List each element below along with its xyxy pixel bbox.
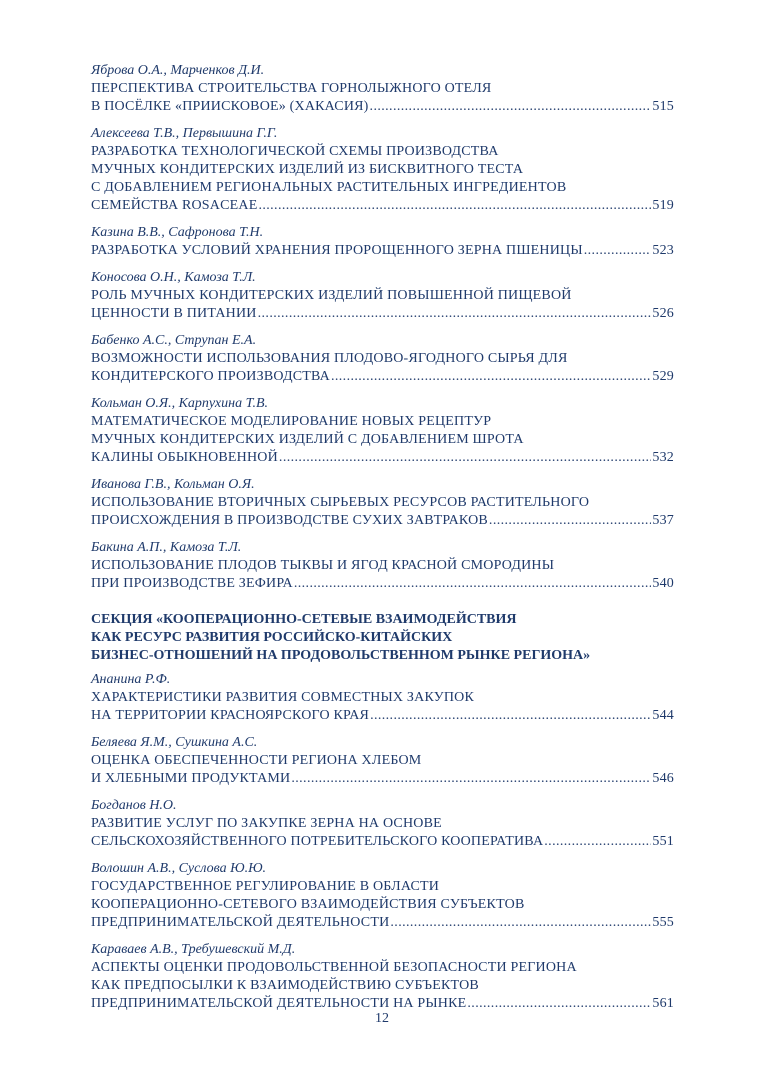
dot-leader — [489, 512, 651, 530]
entry-title-line: ИСПОЛЬЗОВАНИЕ ВТОРИЧНЫХ СЫРЬЕВЫХ РЕСУРСОВ РАСТИТЕЛЬНОГО — [91, 495, 590, 510]
dot-leader — [390, 914, 651, 932]
entry-page-number: 523 — [652, 243, 674, 258]
toc-entry[interactable] — [91, 797, 674, 851]
dot-leader — [370, 98, 652, 116]
toc-entry[interactable] — [91, 671, 674, 725]
toc-entry[interactable] — [91, 62, 674, 116]
entry-title-line: РАЗРАБОТКА ТЕХНОЛОГИЧЕСКОЙ СХЕМЫ ПРОИЗВОДСТВА — [91, 144, 499, 159]
entry-title-last-line — [91, 368, 674, 386]
entry-title-line: ГОСУДАРСТВЕННОЕ РЕГУЛИРОВАНИЕ В ОБЛАСТИ — [91, 879, 440, 894]
entry-title-line: ВОЗМОЖНОСТИ ИСПОЛЬЗОВАНИЯ ПЛОДОВО-ЯГОДНОГО СЫРЬЯ ДЛЯ — [91, 351, 568, 366]
entry-page-number: 544 — [652, 708, 674, 723]
entry-title-last-line — [91, 707, 674, 725]
entry-title-line: ОЦЕНКА ОБЕСПЕЧЕННОСТИ РЕГИОНА ХЛЕБОМ — [91, 753, 422, 768]
entry-page-number: 529 — [652, 369, 674, 384]
entry-authors: Коносова О.Н., Камоза Т.Л. — [91, 270, 256, 285]
section-heading-line: БИЗНЕС-ОТНОШЕНИЙ НА ПРОДОВОЛЬСТВЕННОМ РЫНКЕ РЕГИОНА» — [91, 648, 591, 663]
entry-title-last-line — [91, 512, 674, 530]
dot-leader — [544, 833, 651, 851]
entry-title-line: В ПОСЁЛКЕ «ПРИИСКОВОЕ» (ХАКАСИЯ) — [91, 99, 369, 114]
entry-title-last-line — [91, 770, 674, 788]
toc-entry[interactable] — [91, 476, 674, 530]
entry-title-line: СЕМЕЙСТВА ROSACEAE — [91, 198, 258, 213]
toc-entry[interactable] — [91, 269, 674, 323]
entry-title-line: ЦЕННОСТИ В ПИТАНИИ — [91, 306, 257, 321]
entry-page-number: 546 — [652, 771, 674, 786]
entry-title-line: ПРОИСХОЖДЕНИЯ В ПРОИЗВОДСТВЕ СУХИХ ЗАВТРАКОВ — [91, 513, 488, 528]
entry-title-last-line — [91, 305, 674, 323]
entry-authors: Бабенко А.С., Струпан Е.А. — [91, 333, 257, 348]
entry-title-line: МУЧНЫХ КОНДИТЕРСКИХ ИЗДЕЛИЙ ИЗ БИСКВИТНОГО ТЕСТА — [91, 162, 524, 177]
entry-title-last-line — [91, 833, 674, 851]
entry-title-line: АСПЕКТЫ ОЦЕНКИ ПРОДОВОЛЬСТВЕННОЙ БЕЗОПАСНОСТИ РЕГИОНА — [91, 960, 577, 975]
section-heading — [91, 611, 674, 665]
entry-title-line: И ХЛЕБНЫМИ ПРОДУКТАМИ — [91, 771, 291, 786]
entry-authors: Иванова Г.В., Кольман О.Я. — [91, 477, 255, 492]
entry-title-line: КАЛИНЫ ОБЫКНОВЕННОЙ — [91, 450, 278, 465]
entry-page-number: 551 — [652, 834, 674, 849]
entry-authors: Казина В.В., Сафронова Т.Н. — [91, 225, 264, 240]
dot-leader — [291, 770, 651, 788]
entry-title-line: РАЗВИТИЕ УСЛУГ ПО ЗАКУПКЕ ЗЕРНА НА ОСНОВЕ — [91, 816, 442, 831]
entry-authors: Караваев А.В., Требушевский М.Д. — [91, 942, 296, 957]
entry-page-number: 561 — [652, 996, 674, 1011]
dot-leader — [258, 197, 651, 215]
entry-title-line: КООПЕРАЦИОННО-СЕТЕВОГО ВЗАИМОДЕЙСТВИЯ СУБЪЕКТОВ — [91, 897, 525, 912]
section-heading-line: КАК РЕСУРС РАЗВИТИЯ РОССИЙСКО-КИТАЙСКИХ — [91, 630, 453, 645]
entry-authors: Яброва О.А., Марченков Д.И. — [91, 63, 265, 78]
entry-title-last-line — [91, 449, 674, 467]
entry-title-line: ИСПОЛЬЗОВАНИЕ ПЛОДОВ ТЫКВЫ И ЯГОД КРАСНОЙ СМОРОДИНЫ — [91, 558, 555, 573]
toc-entry[interactable] — [91, 125, 674, 215]
toc-entry[interactable] — [91, 395, 674, 467]
entry-authors: Ананина Р.Ф. — [91, 672, 171, 687]
entry-title-last-line — [91, 575, 674, 593]
entry-title-line: РОЛЬ МУЧНЫХ КОНДИТЕРСКИХ ИЗДЕЛИЙ ПОВЫШЕННОЙ ПИЩЕВОЙ — [91, 288, 572, 303]
entry-page-number: 555 — [652, 915, 674, 930]
entry-page-number: 540 — [652, 576, 674, 591]
toc-group-a — [91, 62, 674, 593]
entry-title-last-line — [91, 242, 674, 260]
entry-page-number: 537 — [652, 513, 674, 528]
entry-title-line: НА ТЕРРИТОРИИ КРАСНОЯРСКОГО КРАЯ — [91, 708, 370, 723]
entry-authors: Алексеева Т.В., Первышина Г.Г. — [91, 126, 278, 141]
toc-entry[interactable] — [91, 734, 674, 788]
entry-title-line: ПРЕДПРИНИМАТЕЛЬСКОЙ ДЕЯТЕЛЬНОСТИ — [91, 915, 390, 930]
dot-leader — [370, 707, 651, 725]
toc-entry[interactable] — [91, 539, 674, 593]
entry-title-line: С ДОБАВЛЕНИЕМ РЕГИОНАЛЬНЫХ РАСТИТЕЛЬНЫХ ИНГРЕДИЕНТОВ — [91, 180, 567, 195]
dot-leader — [584, 242, 652, 260]
entry-page-number: 519 — [652, 198, 674, 213]
entry-title-line: ПРЕДПРИНИМАТЕЛЬСКОЙ ДЕЯТЕЛЬНОСТИ НА РЫНКЕ — [91, 996, 467, 1011]
entry-authors: Богданов Н.О. — [91, 798, 177, 813]
entry-title-line: КОНДИТЕРСКОГО ПРОИЗВОДСТВА — [91, 369, 330, 384]
toc-group-b — [91, 671, 674, 1013]
entry-title-line: ПЕРСПЕКТИВА СТРОИТЕЛЬСТВА ГОРНОЛЫЖНОГО ОТЕЛЯ — [91, 81, 492, 96]
entry-title-last-line — [91, 914, 674, 932]
entry-title-line: ПРИ ПРОИЗВОДСТВЕ ЗЕФИРА — [91, 576, 293, 591]
entry-title-line: МУЧНЫХ КОНДИТЕРСКИХ ИЗДЕЛИЙ С ДОБАВЛЕНИЕМ ШРОТА — [91, 432, 524, 447]
entry-authors: Волошин А.В., Суслова Ю.Ю. — [91, 861, 267, 876]
entry-title-line: КАК ПРЕДПОСЫЛКИ К ВЗАИМОДЕЙСТВИЮ СУБЪЕКТОВ — [91, 978, 479, 993]
entry-title-line: РАЗРАБОТКА УСЛОВИЙ ХРАНЕНИЯ ПРОРОЩЕННОГО ЗЕРНА ПШЕНИЦЫ — [91, 243, 583, 258]
entry-title-line: СЕЛЬСКОХОЗЯЙСТВЕННОГО ПОТРЕБИТЕЛЬСКОГО КООПЕРАТИВА — [91, 834, 544, 849]
dot-leader — [331, 368, 651, 386]
entry-title-last-line — [91, 98, 674, 116]
toc-entry[interactable] — [91, 941, 674, 1013]
entry-authors: Кольман О.Я., Карпухина Т.В. — [91, 396, 269, 411]
entry-authors: Беляева Я.М., Сушкина А.С. — [91, 735, 258, 750]
entry-page-number: 526 — [652, 306, 674, 321]
page-number: 12 — [375, 1011, 389, 1026]
entry-authors: Бакина А.П., Камоза Т.Л. — [91, 540, 242, 555]
entry-title-line: ХАРАКТЕРИСТИКИ РАЗВИТИЯ СОВМЕСТНЫХ ЗАКУПОК — [91, 690, 474, 705]
entry-title-last-line — [91, 197, 674, 215]
entry-title-line: МАТЕМАТИЧЕСКОЕ МОДЕЛИРОВАНИЕ НОВЫХ РЕЦЕПТУР — [91, 414, 492, 429]
dot-leader — [294, 575, 652, 593]
section-heading-line: СЕКЦИЯ «КООПЕРАЦИОННО-СЕТЕВЫЕ ВЗАИМОДЕЙСТВИЯ — [91, 612, 517, 627]
toc-entry[interactable] — [91, 860, 674, 932]
table-of-contents — [91, 62, 674, 1022]
toc-entry[interactable] — [91, 332, 674, 386]
dot-leader — [279, 449, 651, 467]
entry-page-number: 532 — [652, 450, 674, 465]
entry-page-number: 515 — [652, 99, 674, 114]
toc-entry[interactable] — [91, 224, 674, 260]
dot-leader — [258, 305, 652, 323]
